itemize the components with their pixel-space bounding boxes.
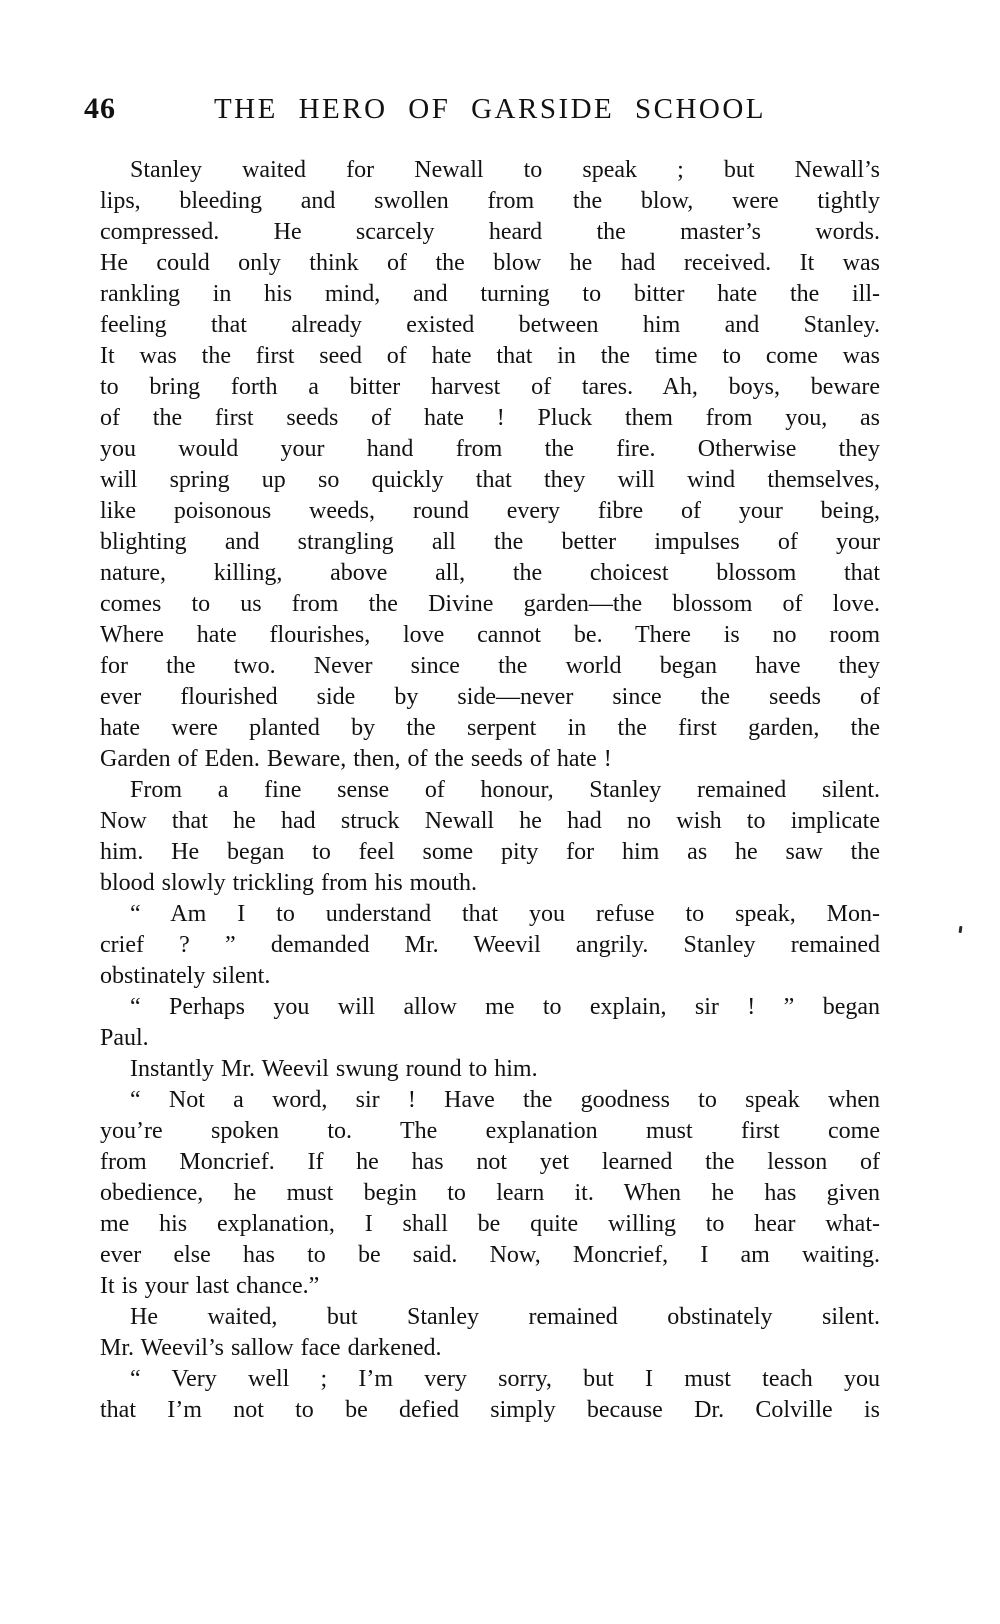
text-line: crief ? ” demanded Mr. Weevil angrily. Stanley remained [100, 932, 880, 958]
text-line: It is your last chance.” [100, 1273, 320, 1299]
text-line: rankling in his mind, and turning to bitter hate the ill- [100, 281, 880, 307]
text-line: Stanley waited for Newall to speak ; but Newall’s [130, 157, 880, 183]
text-line: nature, killing, above all, the choicest blossom that [100, 560, 880, 586]
text-line: obstinately silent. [100, 963, 271, 989]
text-line: to bring forth a bitter harvest of tares. Ah, boys, beware [100, 374, 880, 400]
text-line: He waited, but Stanley remained obstinately silent. [130, 1304, 880, 1330]
text-line: hate were planted by the serpent in the first garden, the [100, 715, 880, 741]
text-line: from Moncrief. If he has not yet learned the lesson of [100, 1149, 880, 1175]
text-line: compressed. He scarcely heard the master’s words. [100, 219, 880, 245]
page-number: 46 [84, 92, 116, 125]
text-line: like poisonous weeds, round every fibre of your being, [100, 498, 880, 524]
text-line: From a fine sense of honour, Stanley remained silent. [130, 777, 880, 803]
text-line: obedience, he must begin to learn it. When he has given [100, 1180, 880, 1206]
text-line: It was the first seed of hate that in the time to come was [100, 343, 880, 369]
text-line: me his explanation, I shall be quite willing to hear what- [100, 1211, 880, 1237]
text-line: you would your hand from the fire. Otherwise they [100, 436, 880, 462]
text-line: Instantly Mr. Weevil swung round to him. [130, 1056, 538, 1082]
text-line: “ Am I to understand that you refuse to speak, Mon- [130, 901, 880, 927]
text-line: you’re spoken to. The explanation must first come [100, 1118, 880, 1144]
text-line: “ Not a word, sir ! Have the goodness to speak when [130, 1087, 880, 1113]
text-line: will spring up so quickly that they will wind themselves, [100, 467, 880, 493]
text-line: He could only think of the blow he had received. It was [100, 250, 880, 276]
text-line: Now that he had struck Newall he had no wish to implicate [100, 808, 880, 834]
text-line: “ Perhaps you will allow me to explain, sir ! ” began [130, 994, 880, 1020]
text-line: ever flourished side by side—never since the seeds of [100, 684, 880, 710]
text-line: Paul. [100, 1025, 149, 1051]
text-line: comes to us from the Divine garden—the blossom of love. [100, 591, 880, 617]
text-line: feeling that already existed between him and Stanley. [100, 312, 880, 338]
text-line: ever else has to be said. Now, Moncrief, I am waiting. [100, 1242, 880, 1268]
text-line: lips, bleeding and swollen from the blow, were tightly [100, 188, 880, 214]
text-line: Garden of Eden. Beware, then, of the seeds of hate ! [100, 746, 612, 772]
text-line: Where hate flourishes, love cannot be. There is no room [100, 622, 880, 648]
text-line: of the first seeds of hate ! Pluck them from you, as [100, 405, 880, 431]
text-line: “ Very well ; I’m very sorry, but I must teach you [130, 1366, 880, 1392]
text-line: him. He began to feel some pity for him as he saw the [100, 839, 880, 865]
text-line: blood slowly trickling from his mouth. [100, 870, 477, 896]
ink-speck [959, 926, 963, 933]
text-line: for the two. Never since the world began have they [100, 653, 880, 679]
text-line: that I’m not to be defied simply because Dr. Colville is [100, 1397, 880, 1423]
text-line: Mr. Weevil’s sallow face darkened. [100, 1335, 442, 1361]
text-block [100, 155, 880, 1426]
running-title: THE HERO OF GARSIDE SCHOOL [213, 93, 767, 125]
text-line: blighting and strangling all the better impulses of your [100, 529, 880, 555]
